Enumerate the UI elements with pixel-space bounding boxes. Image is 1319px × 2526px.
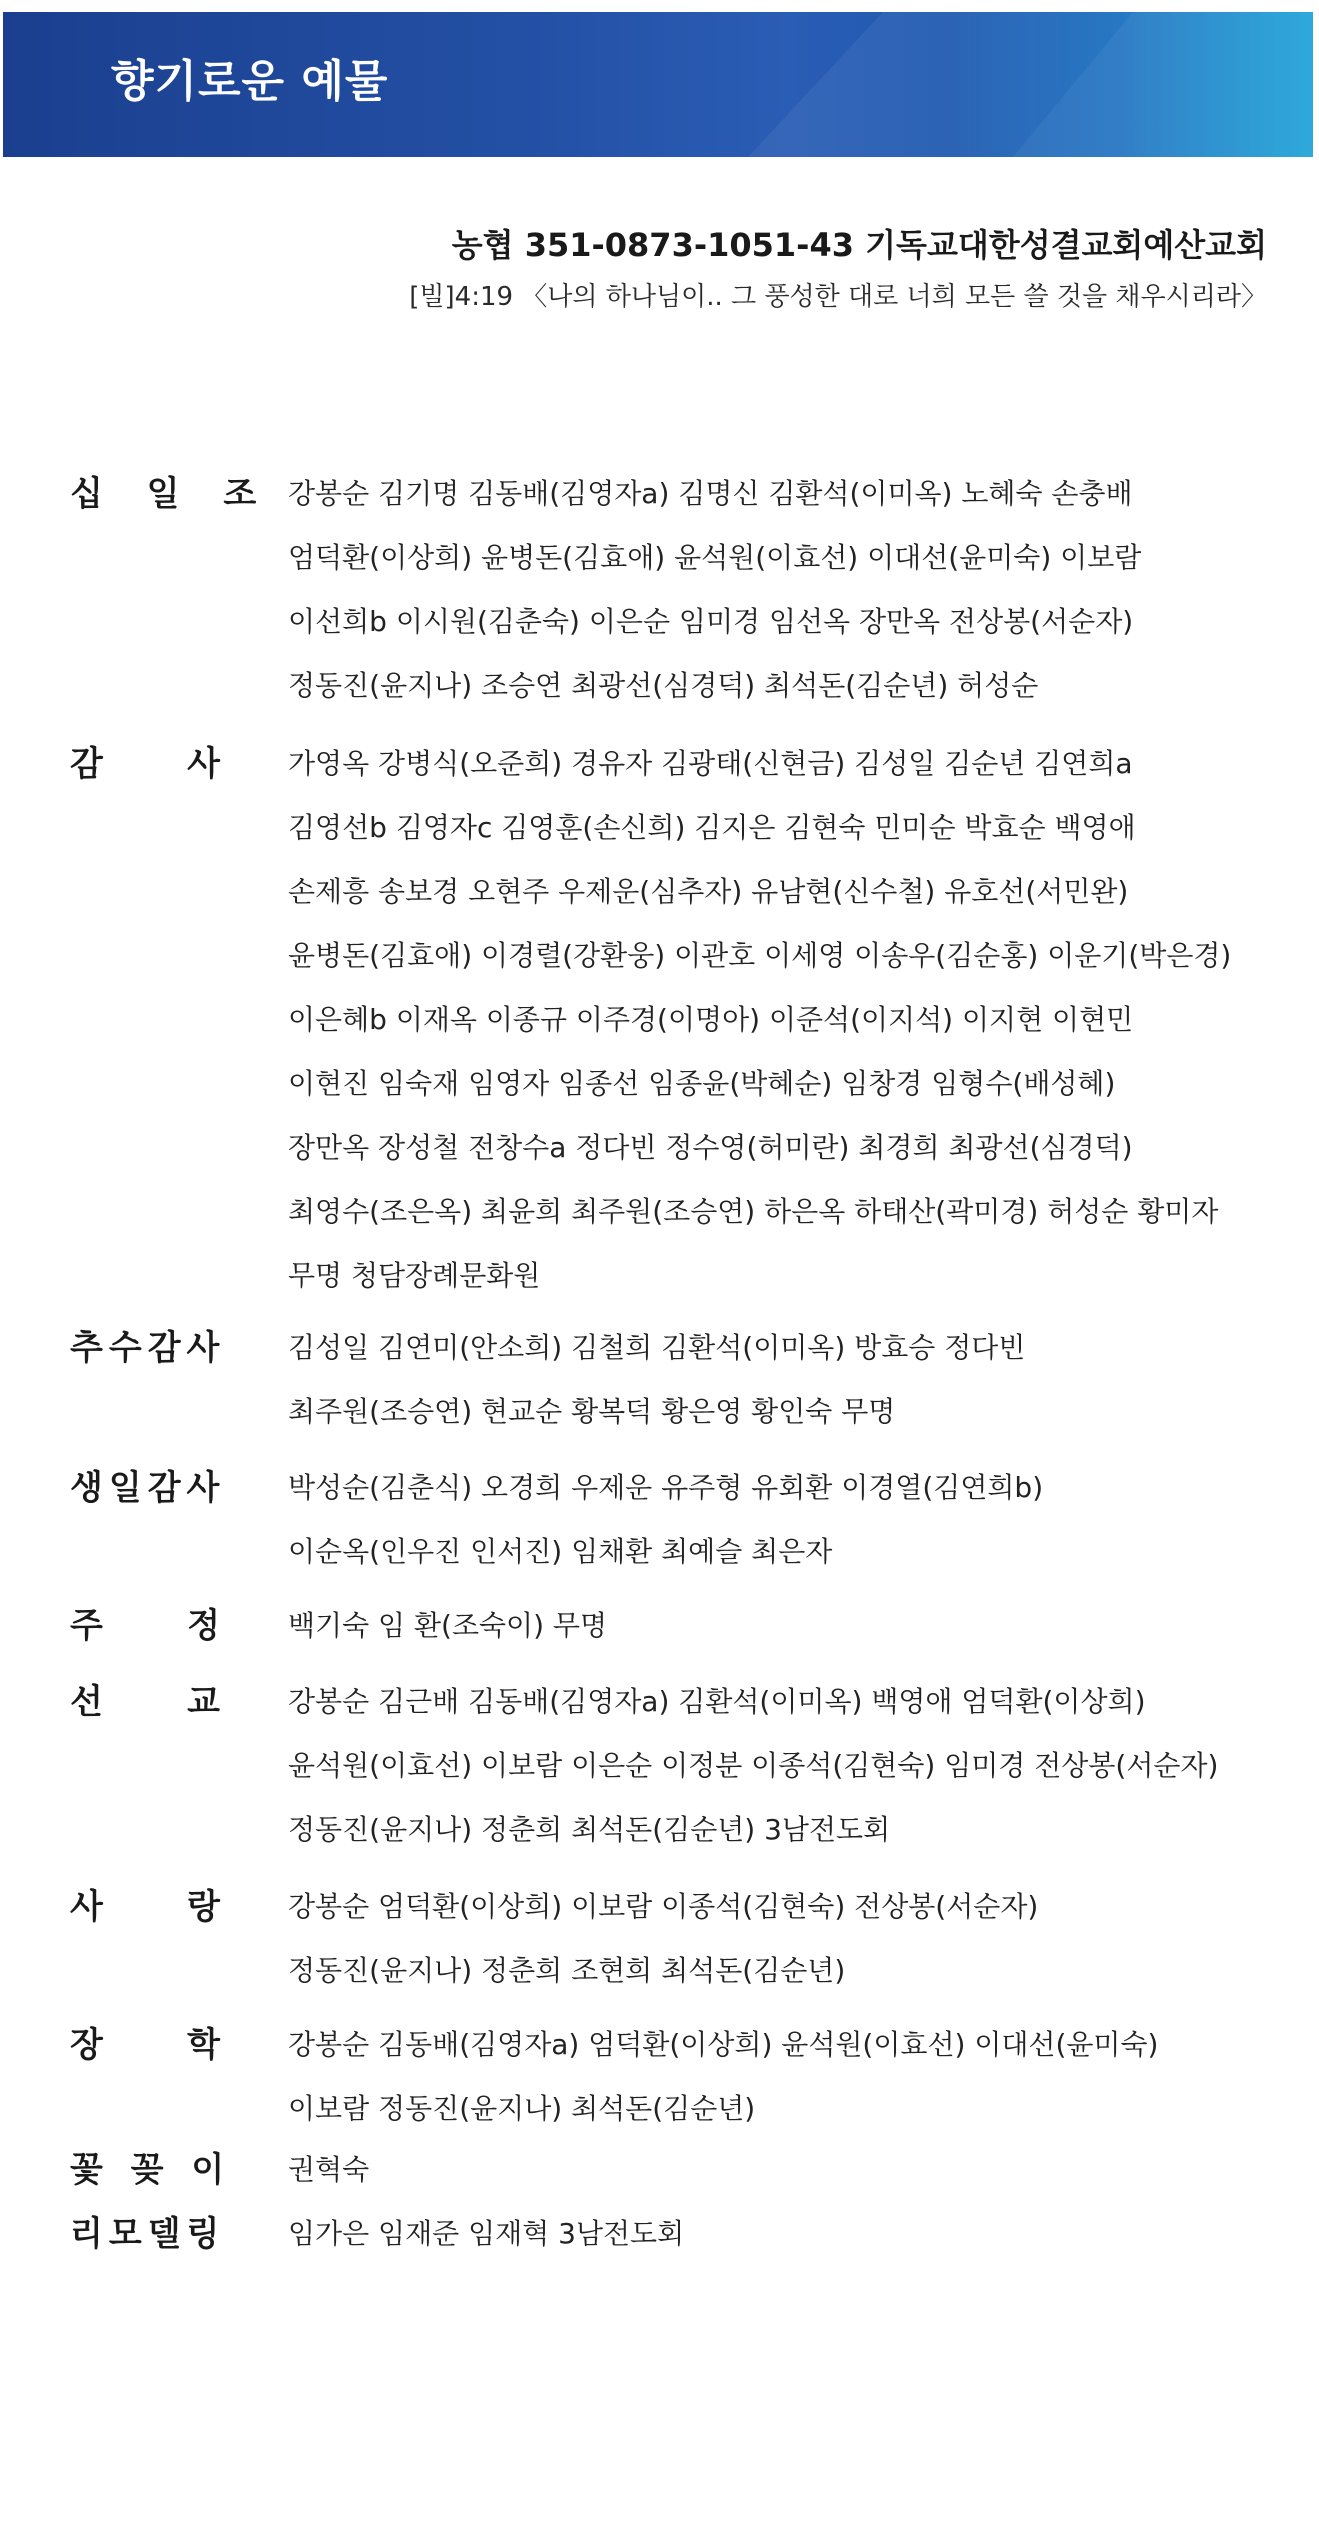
section-label [70, 742, 220, 786]
name-list [288, 2148, 1288, 2212]
label-char: 사 [70, 1887, 103, 1927]
label-char: 정 [187, 1606, 220, 1646]
label-char: 선 [70, 1682, 103, 1722]
name-line: 이현진 임숙재 임영자 임종선 임종윤(박혜순) 임창경 임형수(배성혜) [288, 1067, 1116, 1100]
name-list [288, 742, 1288, 1318]
name-line: 김영선b 김영자c 김영훈(손신희) 김지은 김현숙 민미순 박효순 백영애 [288, 811, 1136, 844]
name-list [288, 1326, 1288, 1454]
name-line: 강봉순 엄덕환(이상희) 이보람 이종석(김현숙) 전상봉(서순자) [288, 1890, 1039, 1923]
section-label: 리모델링 [70, 2214, 226, 2254]
name-line: 최영수(조은옥) 최윤희 최주원(조승연) 하은옥 하태산(곽미경) 허성순 황미자 [288, 1195, 1219, 1228]
name-list [288, 1604, 1288, 1668]
section-label: 추수감사 [70, 1328, 226, 1368]
name-line: 정동진(윤지나) 조승연 최광선(심경덕) 최석돈(김순년) 허성순 [288, 669, 1039, 702]
name-line: 정동진(윤지나) 정춘희 조현희 최석돈(김순년) [288, 1954, 846, 1987]
bank-account: 농협 351-0873-1051-43 기독교대한성결교회예산교회 [451, 226, 1267, 264]
label-char: 장 [70, 2025, 103, 2065]
name-line: 강봉순 김기명 김동배(김영자a) 김명신 김환석(이미옥) 노혜숙 손충배 [288, 477, 1133, 510]
name-line: 권혁숙 [288, 2153, 370, 2186]
name-line: 최주원(조승연) 현교순 황복덕 황은영 황인숙 무명 [288, 1395, 896, 1428]
name-line: 윤병돈(김효애) 이경렬(강환웅) 이관호 이세영 이송우(김순홍) 이운기(박은경) [288, 939, 1232, 972]
label-char: 랑 [187, 1887, 220, 1927]
name-line: 가영옥 강병식(오준희) 경유자 김광태(신현금) 김성일 김순년 김연희a [288, 747, 1133, 780]
section-label: 꽃 꽂 이 [70, 2150, 233, 2190]
name-line: 박성순(김춘식) 오경희 우제운 유주형 유회환 이경열(김연희b) [288, 1471, 1044, 1504]
name-line: 장만옥 장성철 전창수a 정다빈 정수영(허미란) 최경희 최광선(심경덕) [288, 1131, 1133, 1164]
name-line: 임가은 임재준 임재혁 3남전도회 [288, 2217, 685, 2250]
scripture-verse: [빌]4:19 〈나의 하나님이.. 그 풍성한 대로 너희 모든 쓸 것을 채우시리라〉 [409, 282, 1267, 312]
label-char: 학 [187, 2025, 220, 2065]
name-line: 엄덕환(이상희) 윤병돈(김효애) 윤석원(이효선) 이대선(윤미숙) 이보람 [288, 541, 1142, 574]
section-label [70, 1885, 220, 1929]
label-char: 감 [70, 744, 103, 784]
section-label [70, 2023, 220, 2067]
name-line: 백기숙 임 환(조숙이) 무명 [288, 1609, 608, 1642]
name-line: 김성일 김연미(안소희) 김철희 김환석(이미옥) 방효승 정다빈 [288, 1331, 1026, 1364]
name-list [288, 1466, 1288, 1594]
label-char: 사 [187, 744, 220, 784]
name-list [288, 472, 1288, 728]
name-list [288, 1885, 1288, 2013]
name-line: 이은혜b 이재옥 이종규 이주경(이명아) 이준석(이지석) 이지현 이현민 [288, 1003, 1134, 1036]
name-line: 강봉순 김근배 김동배(김영자a) 김환석(이미옥) 백영애 엄덕환(이상희) [288, 1685, 1146, 1718]
name-line: 손제흥 송보경 오현주 우제운(심추자) 유남현(신수철) 유호선(서민완) [288, 875, 1129, 908]
section-label: 십 일 조 [70, 474, 273, 514]
name-line: 무명 청담장례문화원 [288, 1259, 541, 1292]
label-char: 주 [70, 1606, 103, 1646]
name-list [288, 2023, 1288, 2151]
section-label [70, 1680, 220, 1724]
name-line: 이순옥(인우진 인서진) 임채환 최예슬 최은자 [288, 1535, 833, 1568]
name-list [288, 1680, 1288, 1872]
name-line: 윤석원(이효선) 이보람 이은순 이정분 이종석(김현숙) 임미경 전상봉(서순자) [288, 1749, 1219, 1782]
name-line: 이보람 정동진(윤지나) 최석돈(김순년) [288, 2092, 756, 2125]
name-line: 정동진(윤지나) 정춘희 최석돈(김순년) 3남전도회 [288, 1813, 891, 1846]
section-label [70, 1604, 220, 1648]
header-banner [3, 12, 1313, 157]
name-list [288, 2212, 1288, 2276]
name-line: 강봉순 김동배(김영자a) 엄덕환(이상희) 윤석원(이효선) 이대선(윤미숙) [288, 2028, 1159, 2061]
name-line: 이선희b 이시원(김춘숙) 이은순 임미경 임선옥 장만옥 전상봉(서순자) [288, 605, 1134, 638]
label-char: 교 [187, 1682, 220, 1722]
section-label: 생일감사 [70, 1468, 226, 1508]
page-title: 향기로운 예물 [111, 56, 389, 107]
